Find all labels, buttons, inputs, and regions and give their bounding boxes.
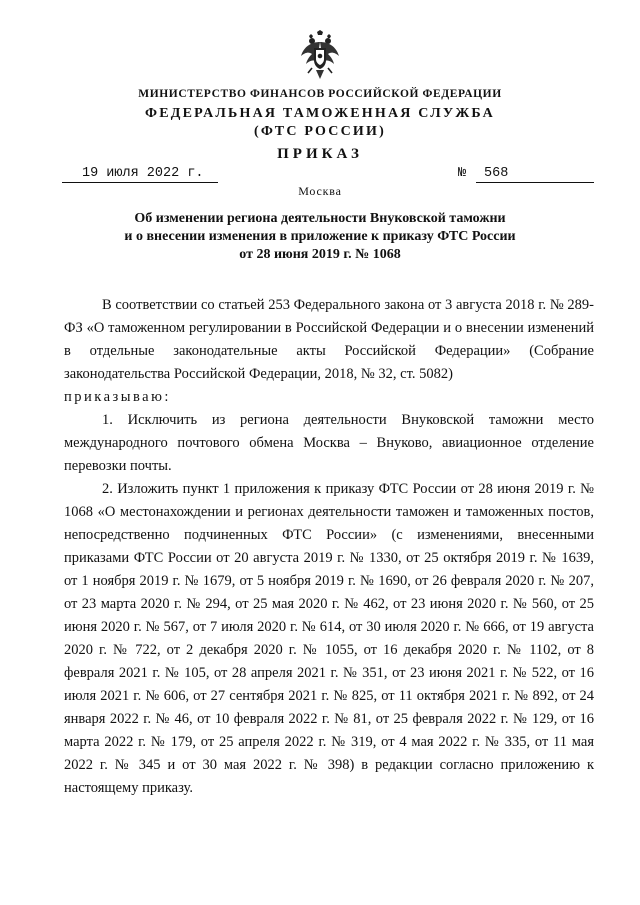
number-sign: №: [458, 166, 467, 181]
ministry-name: МИНИСТЕРСТВО ФИНАНСОВ РОССИЙСКОЙ ФЕДЕРАЦИИ: [138, 88, 502, 100]
eagle-emblem-icon: [300, 30, 340, 80]
item-2-paragraph: 2. Изложить пункт 1 приложения к приказу ФТС России от 28 июня 2019 г. № 1068 «О местонахождении и регионах деятельности таможен и таможенных постов, непосредственно подчиненных ФТС России» (с изменениями, внесенными приказами ФТС России от 20 августа 2019 г. № 1330, от 25 октября 2019 г. № 1639, от 1 ноября 2019 г. № 1679, от 5 ноября 2019 г. № 1690, от 26 февраля 2020 г. № 207, от 23 марта 2020 г. № 294, от 25 мая 2020 г. № 462, от 23 июня 2020 г. № 560, от 25 июня 2020 г. № 567, от 7 июля 2020 г. № 614, от 30 июля 2020 г. № 666, от 19 августа 2020 г. № 722, от 2 декабря 2020 г. № 1055, от 16 декабря 2020 г. № 1102, от 8 февраля 2021 г. № 105, от 28 апреля 2021 г. № 351, от 23 июня 2021 г. № 522, от 16 июля 2021 г. № 606, от 27 сентября 2021 г. № 825, от 11 октября 2021 г. № 892, от 24 января 2022 г. № 46, от 10 февраля 2022 г. № 81, от 25 февраля 2022 г. № 129, от 16 марта 2022 г. № 179, от 25 апреля 2022 г. № 319, от 4 мая 2022 г. № 335, от 11 мая 2022 г. № 345 и от 30 мая 2022 г. № 398) в редакции согласно приложению к настоящему приказу.: [64, 481, 594, 796]
document-type: ПРИКАЗ: [277, 146, 363, 162]
service-name: ФЕДЕРАЛЬНАЯ ТАМОЖЕННАЯ СЛУЖБА: [145, 106, 495, 121]
service-abbreviation: (ФТС РОССИИ): [254, 124, 386, 139]
item-1-paragraph: 1. Исключить из региона деятельности Внуковской таможни место международного почтового обмена Москва – Внуково, авиационное отделение перевозки почты.: [64, 412, 594, 474]
document-city: Москва: [298, 184, 342, 198]
document-date: 19 июля 2022 г.: [62, 166, 218, 183]
title-line-1: Об изменении региона деятельности Внуковской таможни: [134, 211, 506, 226]
title-line-3: от 28 июня 2019 г. № 1068: [239, 247, 401, 262]
document-number: 568: [476, 166, 594, 183]
document-title: [100, 210, 540, 264]
title-line-2: и о внесении изменения в приложение к приказу ФТС России: [124, 229, 516, 244]
intro-paragraph: В соответствии со статьей 253 Федерального закона от 3 августа 2018 г. № 289-ФЗ «О таможенном регулировании в Российской Федерации и о внесении изменений в отдельные законодательные акты Российской Федерации» (Собрание законодательства Российской Федерации, 2018, № 32, ст. 5082): [64, 297, 594, 382]
order-word: приказываю:: [64, 389, 171, 405]
document-body: [64, 294, 594, 800]
